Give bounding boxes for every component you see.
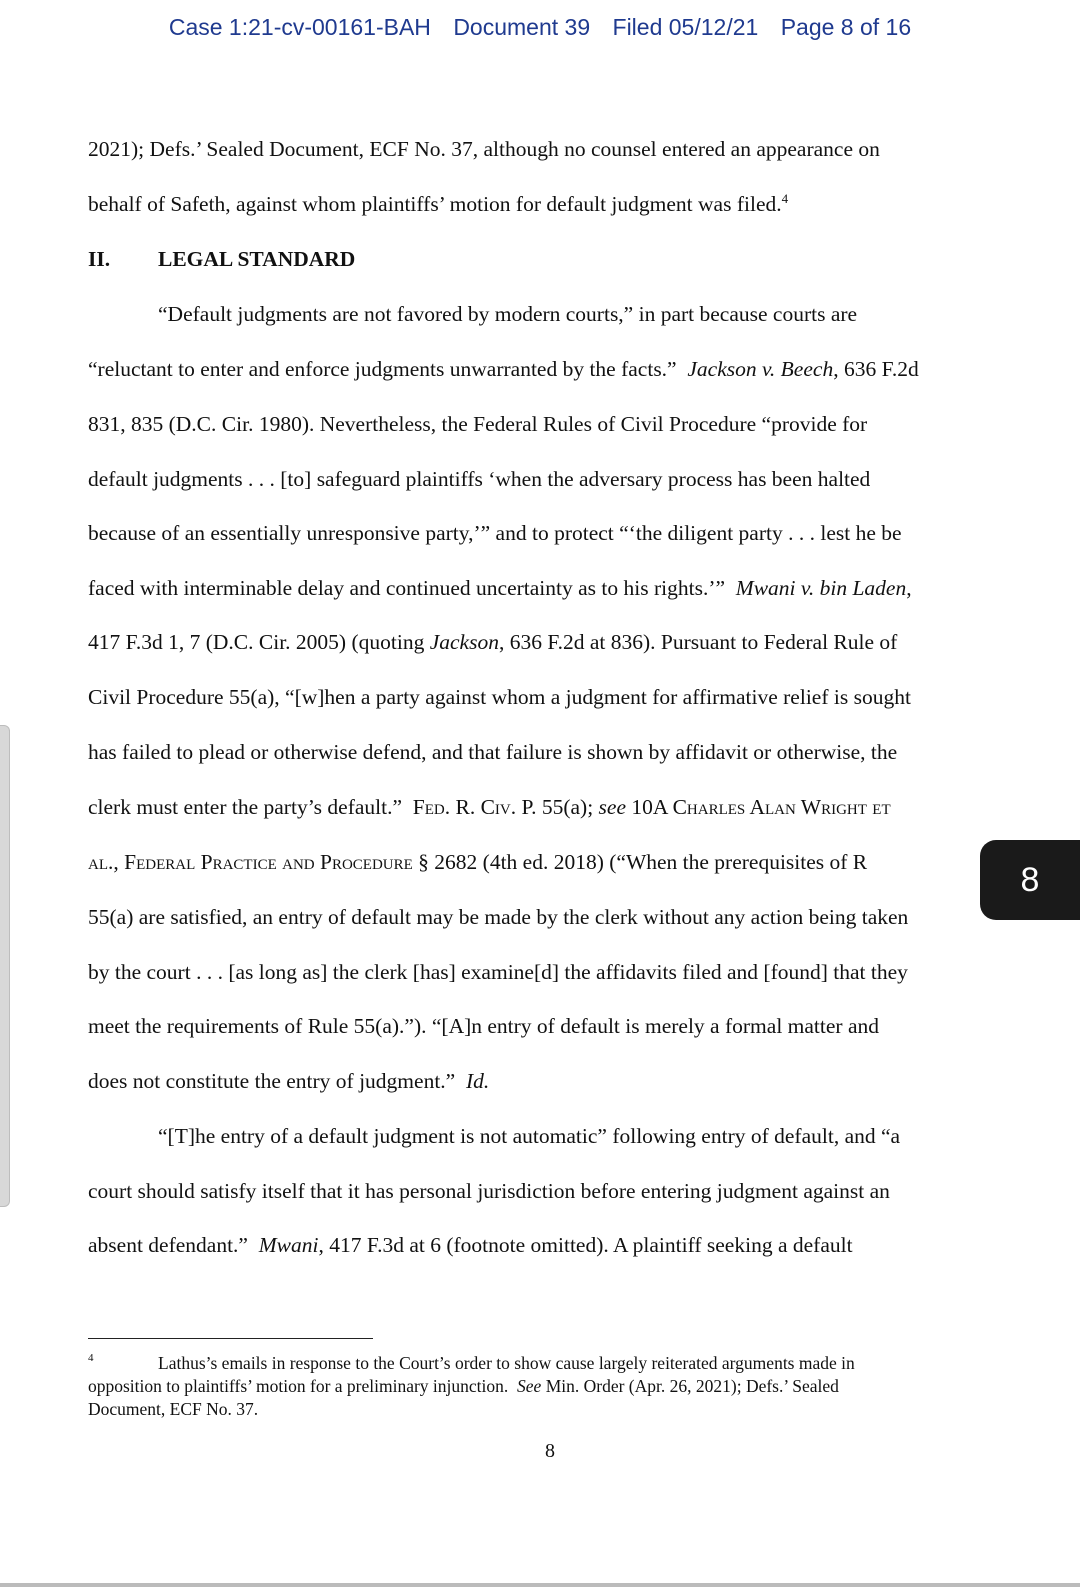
footnote-text: Min. Order (Apr. 26, 2021); Defs.’ Sealed	[545, 1376, 839, 1396]
footnote-line	[88, 1378, 839, 1396]
section-heading	[88, 247, 356, 271]
body-line: meet the requirements of Rule 55(a).”). “[A]n entry of default is merely a formal matter and	[88, 1014, 879, 1038]
footnote-number: 4	[88, 1352, 94, 1364]
case-citation: Jackson	[429, 630, 499, 654]
body-text: behalf of Safeth, against whom plaintiffs’ motion for default judgment was filed.	[88, 192, 782, 216]
case-header	[0, 14, 1080, 41]
case-citation: Jackson v. Beech	[687, 357, 834, 381]
body-line	[88, 190, 789, 216]
footnote-marker[interactable]: 4	[781, 190, 789, 206]
body-line: default judgments . . . [to] safeguard plaintiffs ‘when the adversary process has been halted	[88, 467, 871, 491]
body-line	[88, 578, 912, 600]
scroll-handle[interactable]	[0, 725, 10, 1207]
body-text: ,	[906, 576, 912, 600]
header-filed-date: Filed 05/12/21	[612, 14, 759, 40]
footnote-line: Lathus’s emails in response to the Court’s order to show cause largely reiterated arguments made in	[158, 1353, 855, 1373]
body-text: absent defendant.”	[88, 1233, 248, 1257]
page-indicator-badge[interactable]	[980, 840, 1080, 920]
body-line	[88, 632, 897, 654]
body-text: , 636 F.2d at 836). Pursuant to Federal Rule of	[498, 630, 898, 654]
header-case-number: Case 1:21-cv-00161-BAH	[168, 14, 431, 40]
body-line: 831, 835 (D.C. Cir. 1980). Nevertheless, the Federal Rules of Civil Procedure “provide for	[88, 412, 868, 436]
body-line: “[T]he entry of a default judgment is not automatic” following entry of default, and “a	[158, 1124, 901, 1148]
body-text: , 417 F.3d at 6 (footnote omitted). A plaintiff seeking a default	[318, 1233, 853, 1257]
body-line	[88, 1235, 853, 1257]
section-number: II.	[88, 247, 111, 271]
body-text: 10A	[631, 795, 668, 819]
body-line: by the court . . . [as long as] the clerk [has] examine[d] the affidavits filed and [found] that they	[88, 960, 908, 984]
header-document: Document 39	[453, 14, 591, 40]
page-number: 8	[545, 1440, 555, 1462]
case-citation: Mwani	[258, 1233, 319, 1257]
body-line: 55(a) are satisfied, an entry of default may be made by the clerk without any action being taken	[88, 905, 909, 929]
body-text: , 636 F.2d	[833, 357, 919, 381]
header-page: Page 8 of 16	[780, 14, 912, 40]
case-citation: Mwani v. bin Laden	[735, 576, 907, 600]
section-title: LEGAL STANDARD	[158, 247, 356, 271]
body-text: § 2682 (4th ed. 2018) (“When the prerequisites of R	[418, 850, 868, 874]
rule-citation: Fed. R. Civ. P.	[412, 795, 537, 819]
body-text: “reluctant to enter and enforce judgments unwarranted by the facts.”	[88, 357, 677, 381]
body-text: 417 F.3d 1, 7 (D.C. Cir. 2005) (quoting	[88, 630, 425, 654]
bottom-scrollbar[interactable]	[0, 1583, 1080, 1587]
body-line: court should satisfy itself that it has personal jurisdiction before entering judgment against an	[88, 1179, 890, 1203]
body-line: Civil Procedure 55(a), “[w]hen a party against whom a judgment for affirmative relief is sought	[88, 685, 911, 709]
body-text: clerk must enter the party’s default.”	[88, 795, 403, 819]
body-text: faced with interminable delay and continued uncertainty as to his rights.’”	[88, 576, 726, 600]
body-text: does not constitute the entry of judgment.”	[88, 1069, 456, 1093]
case-citation: Id.	[465, 1069, 490, 1093]
treatise-citation: Charles Alan Wright et	[672, 795, 891, 819]
footnote-text: opposition to plaintiffs’ motion for a preliminary injunction.	[88, 1376, 509, 1396]
body-line: has failed to plead or otherwise defend, and that failure is shown by affidavit or otherwise, the	[88, 740, 898, 764]
signal-word: See	[517, 1376, 542, 1396]
footnote-line: Document, ECF No. 37.	[88, 1399, 259, 1419]
body-line	[88, 359, 919, 381]
signal-word: see	[598, 795, 626, 819]
body-line	[88, 1071, 489, 1093]
body-text: 55(a);	[541, 795, 594, 819]
body-line	[88, 852, 867, 874]
body-line: “Default judgments are not favored by modern courts,” in part because courts are	[158, 302, 858, 326]
body-line: 2021); Defs.’ Sealed Document, ECF No. 37, although no counsel entered an appearance on	[88, 137, 880, 161]
page-indicator-number: 8	[1020, 860, 1040, 899]
body-line	[88, 797, 891, 819]
footnote-divider	[88, 1338, 373, 1339]
body-line: because of an essentially unresponsive party,’” and to protect “‘the diligent party . . . lest he be	[88, 521, 902, 545]
treatise-citation: al., Federal Practice and Procedure	[88, 850, 413, 874]
